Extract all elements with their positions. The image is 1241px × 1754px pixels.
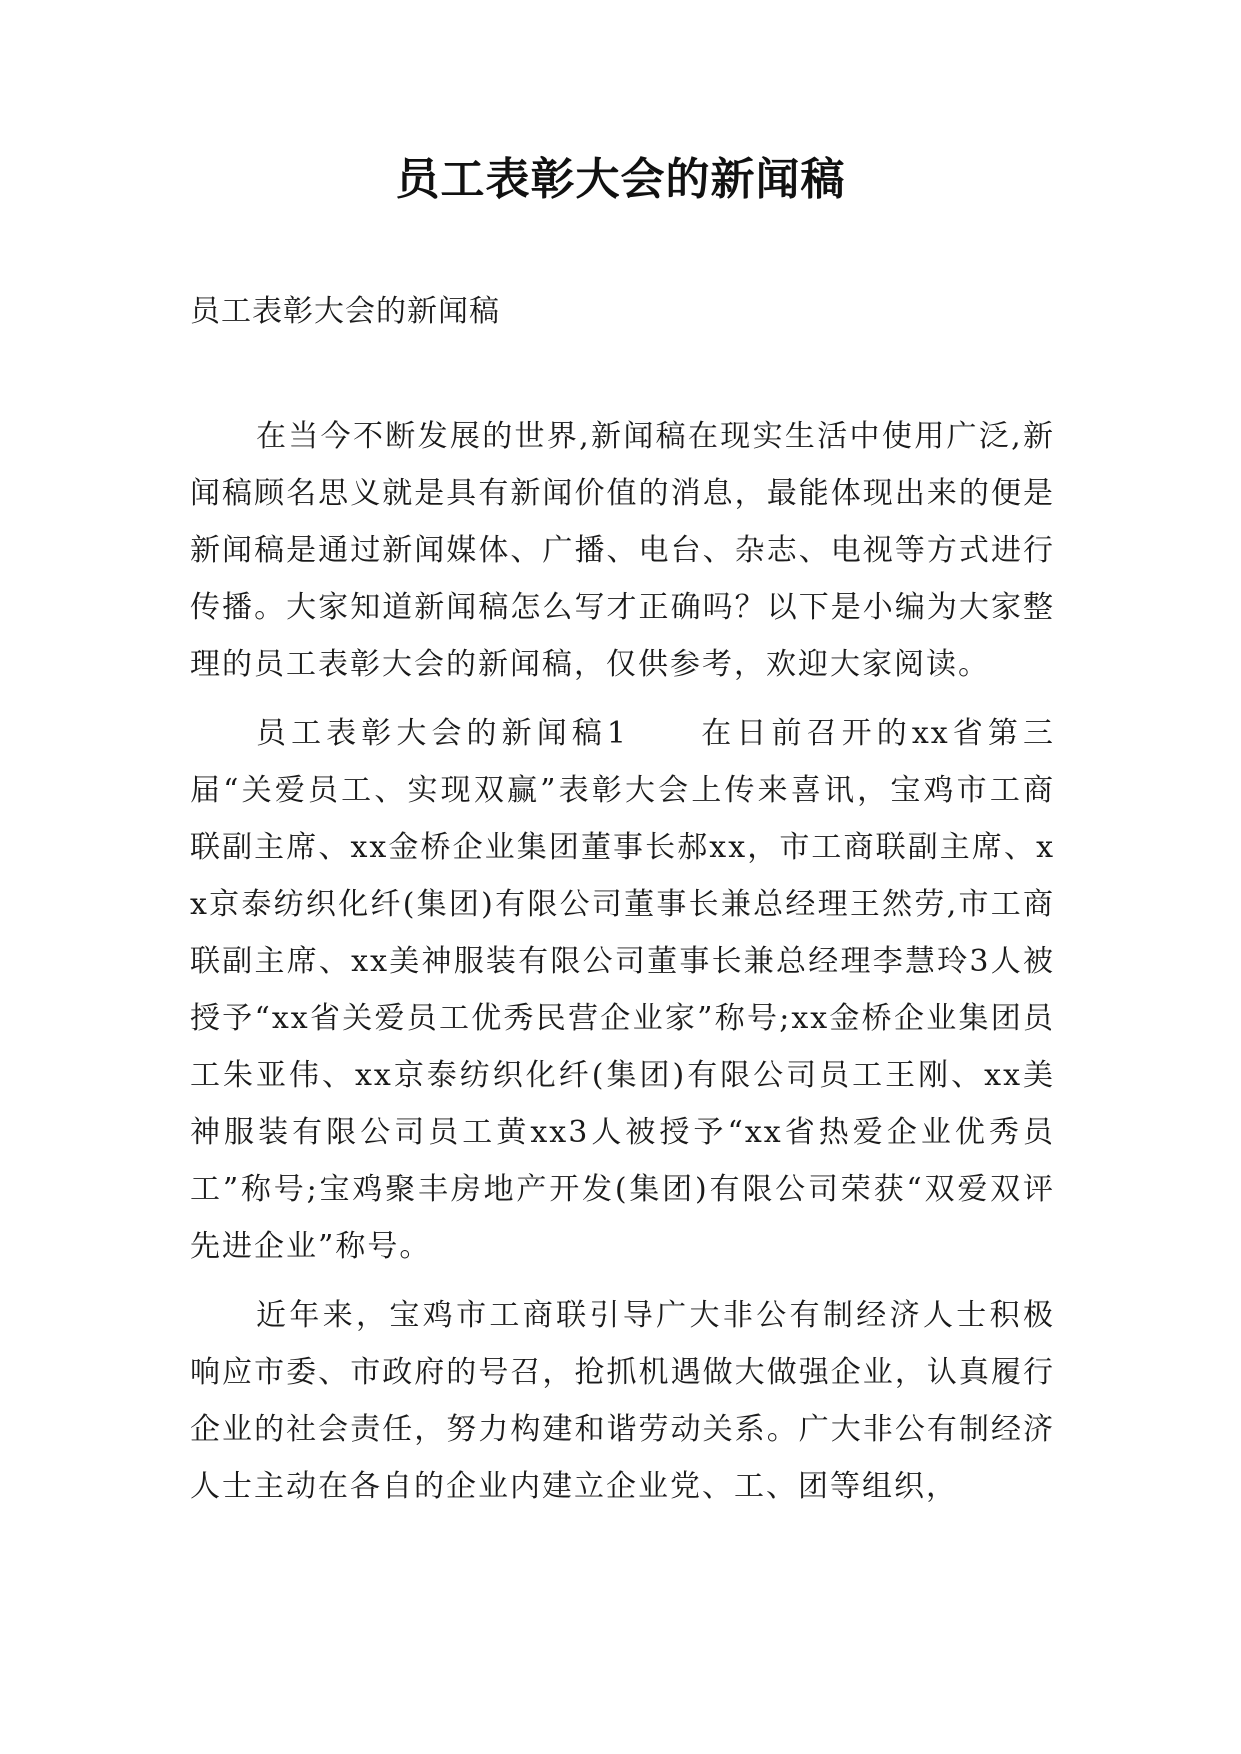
paragraph-recent-years: 近年来，宝鸡市工商联引导广大非公有制经济人士积极响应市委、市政府的号召，抢抓机遇做大做强企业，认真履行企业的社会责任，努力构建和谐劳动关系。广大非公有制经济人士主动在各自的企业内建立企业党、工、团等组织， bbox=[190, 1298, 1055, 1504]
document-subtitle: 员工表彰大会的新闻稿 bbox=[190, 294, 500, 329]
paragraph-intro: 在当今不断发展的世界,新闻稿在现实生活中使用广泛,新闻稿顾名思义就是具有新闻价值的消息，最能体现出来的便是新闻稿是通过新闻媒体、广播、电台、杂志、电视等方式进行传播。大家知道新闻稿怎么写才正确吗？以下是小编为大家整理的员工表彰大会的新闻稿，仅供参考，欢迎大家阅读。 bbox=[190, 419, 1055, 682]
paragraph-news-1: 员工表彰大会的新闻稿1 在日前召开的xx省第三届“关爱员工、实现双赢”表彰大会上传来喜讯，宝鸡市工商联副主席、xx金桥企业集团董事长郝xx，市工商联副主席、xx京泰纺织化纤(集团)有限公司董事长兼总经理王然劳,市工商联副主席、xx美神服装有限公司董事长兼总经理李慧玲3人被授予“xx省关爱员工优秀民营企业家”称号;xx金桥企业集团员工朱亚伟、xx京泰纺织化纤(集团)有限公司员工王刚、xx美神服装有限公司员工黄xx3人被授予“xx省热爱企业优秀员工”称号;宝鸡聚丰房地产开发(集团)有限公司荣获“双爱双评先进企业”称号。 bbox=[190, 716, 1055, 1264]
document-title: 员工表彰大会的新闻稿 bbox=[395, 154, 846, 205]
document-body bbox=[190, 408, 1055, 1527]
